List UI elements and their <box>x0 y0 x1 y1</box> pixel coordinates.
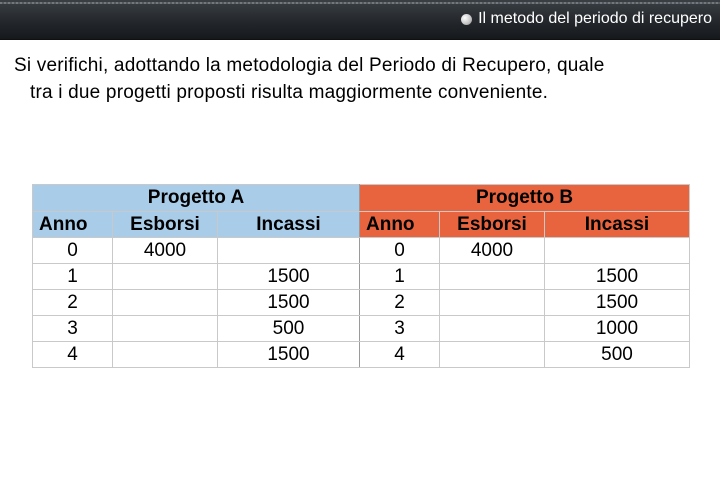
cell-incassi-b: 1500 <box>545 264 690 290</box>
cell-anno-b: 1 <box>360 264 440 290</box>
cell-esborsi-a <box>113 316 218 342</box>
cell-incassi-a: 1500 <box>218 290 360 316</box>
table-row <box>33 238 690 264</box>
cell-anno-a: 1 <box>33 264 113 290</box>
cell-esborsi-a: 4000 <box>113 238 218 264</box>
cell-anno-a: 0 <box>33 238 113 264</box>
bullet-icon <box>461 14 472 25</box>
cell-incassi-b: 1000 <box>545 316 690 342</box>
cell-esborsi-a <box>113 342 218 368</box>
table-row <box>33 290 690 316</box>
col-header-anno-b: Anno <box>360 212 440 238</box>
slide-header <box>0 0 720 40</box>
cell-incassi-a: 1500 <box>218 264 360 290</box>
intro-line-2: tra i due progetti proposti risulta maggiormente conveniente. <box>30 82 549 103</box>
project-a-header: Progetto A <box>33 185 360 212</box>
col-header-esborsi-a: Esborsi <box>113 212 218 238</box>
table-row <box>33 342 690 368</box>
cell-anno-b: 0 <box>360 238 440 264</box>
col-header-esborsi-b: Esborsi <box>440 212 545 238</box>
cell-esborsi-b <box>440 264 545 290</box>
slide-title-text: Il metodo del periodo di recupero <box>478 10 712 27</box>
cell-anno-a: 4 <box>33 342 113 368</box>
cell-anno-b: 2 <box>360 290 440 316</box>
column-header-row <box>33 212 690 238</box>
cell-incassi-a <box>218 238 360 264</box>
intro-line-1: Si verifichi, adottando la metodologia del Periodo di Recupero, quale <box>14 55 605 76</box>
cell-incassi-b: 500 <box>545 342 690 368</box>
cell-anno-a: 2 <box>33 290 113 316</box>
cell-esborsi-a <box>113 264 218 290</box>
cell-incassi-b <box>545 238 690 264</box>
slide-title <box>461 10 712 28</box>
col-header-incassi-a: Incassi <box>218 212 360 238</box>
cashflow-table <box>32 184 690 368</box>
project-b-header: Progetto B <box>360 185 690 212</box>
cell-esborsi-b <box>440 290 545 316</box>
cell-esborsi-a <box>113 290 218 316</box>
cell-anno-b: 3 <box>360 316 440 342</box>
col-header-anno-a: Anno <box>33 212 113 238</box>
project-header-row <box>33 185 690 212</box>
cell-incassi-a: 1500 <box>218 342 360 368</box>
cell-anno-b: 4 <box>360 342 440 368</box>
cell-esborsi-b <box>440 316 545 342</box>
table-row <box>33 316 690 342</box>
cell-incassi-b: 1500 <box>545 290 690 316</box>
header-rule <box>0 2 720 4</box>
intro-text <box>14 52 714 106</box>
cell-esborsi-b: 4000 <box>440 238 545 264</box>
table-row <box>33 264 690 290</box>
cell-anno-a: 3 <box>33 316 113 342</box>
cell-esborsi-b <box>440 342 545 368</box>
cell-incassi-a: 500 <box>218 316 360 342</box>
col-header-incassi-b: Incassi <box>545 212 690 238</box>
